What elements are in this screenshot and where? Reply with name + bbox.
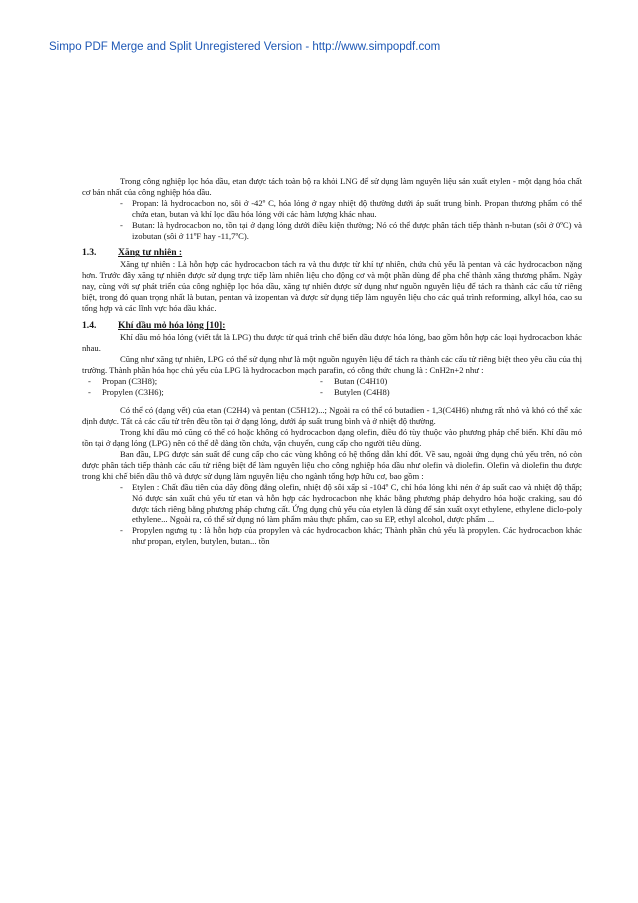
paragraph: Xăng tự nhiên : Là hỗn hợp các hydrocacbon tách ra và thu được từ khí tự nhiên, chứa chủ yếu là pentan và các hydrocacbon nặng hơn. Trước đây xăng tự nhiên được sử dụng trực tiếp làm nhiên liệu cho động cơ và một phần dùng để pha chế thành xăng thương phẩm. Ngày nay, cùng với sự phát triển của công nghiệp lọc hóa dầu, xăng tự nhiên được sử dụng như nguồn nguyên liệu để tách ra thành các cấu tử riêng biệt, trong đó quan trọng nhất là butan, pentan và izopentan và được sử dụng tiếp làm nguyên liệu cho các quá trình reforming, alkyl hóa, cao su tổng hợp và các lĩnh vực hóa dầu khác. [82, 259, 582, 314]
paragraph: Cũng như xăng tự nhiên, LPG có thể sử dụng như là một nguồn nguyên liệu để tách ra thành các cấu tử riêng biệt theo yêu cầu của thị trường. Thành phần hóa học chủ yếu của LPG là hydrocacbon mạch parafin, có công thức chung là : CnH2n+2 như : [82, 353, 582, 375]
section-heading [82, 320, 582, 332]
list-item: - Propan: là hydrocacbon no, sôi ở -42º C, hóa lỏng ở ngay nhiệt độ thường dưới áp suất trung bình. Propan thương phẩm có thể chứa etan, butan và khí lọc dầu hóa lỏng với các hàm lượng khác nhau. [120, 197, 582, 219]
section-heading [82, 247, 582, 259]
list-item-text: Propylen ngưng tụ : là hỗn hợp của propylen và các hydrocacbon khác; Thành phần chủ yếu là propylen. Các hydrocacbon khác như propan, etylen, butylen, butan... tồn [132, 525, 582, 547]
compound-label: Butylen (C4H8) [334, 386, 390, 397]
compound-label: Propan (C3H8); [102, 375, 158, 386]
section-number: 1.3. [82, 247, 97, 259]
paragraph: Có thể có (dạng vết) của etan (C2H4) và pentan (C5H12)...; Ngoài ra có thể có butadien - 1,3(C4H6) nhưng rất nhỏ và khó có thể xác định được. Tất cả các cấu tử trên đều tồn tại ở dạng lỏng, dưới áp suất trung bình và ở nhiệt độ thường. [82, 405, 582, 427]
list-item-text: Propan: là hydrocacbon no, sôi ở -42º C, hóa lỏng ở ngay nhiệt độ thường dưới áp suất trung bình. Propan thương phẩm có thể chứa etan, butan và khí lọc dầu hóa lỏng với các hàm lượng khác nhau. [132, 197, 582, 219]
section-title: Xăng tự nhiên : [118, 247, 183, 259]
paragraph: Trong công nghiệp lọc hóa dầu, etan được tách toàn bộ ra khỏi LNG để sử dụng làm nguyên liệu sản xuất etylen - một dạng hóa chất cơ bản nhất của công nghiệp hóa dầu. [82, 176, 582, 197]
section-number: 1.4. [82, 319, 97, 331]
document-body [82, 176, 582, 547]
compound-item: - Butylen (C4H8) [320, 386, 390, 397]
compound-label: Butan (C4H10) [334, 375, 388, 386]
compound-label: Propylen (C3H6); [102, 386, 164, 397]
watermark-text: Simpo PDF Merge and Split Unregistered Version - http://www.simpopdf.com [49, 41, 441, 53]
compound-item: - Butan (C4H10) [320, 375, 388, 386]
list-item-text: Etylen : Chất đầu tiên của dãy đồng đẳng olefin, nhiệt độ sôi xấp sỉ -104º C, chỉ hóa lỏng khi nén ở áp suất cao và nhiệt độ thấp; Nó được sản xuất chủ yếu từ etan và hỗn hợp các hydrocacbon nhẹ khác bằng phương pháp dehydro hóa hoặc craking, sau đó được tách riêng bằng phương pháp chưng cất. Ứng dụng chủ yếu của etylen là dùng để sản xuất oxyt ethylene, ethylene diclo-poly ethylene... Ngoài ra, có thể sử dụng nó làm phẩm màu thực phẩm, cao su EP, ethyl alcohol, dược phẩm ... [132, 481, 582, 525]
paragraph: Trong khí dầu mỏ cũng có thể có hoặc không có hydrocacbon dạng olefin, điều đó tùy thuộc vào phương pháp chế biến. Khí dầu mỏ tồn tại ở dạng lỏng (LPG) nên có thể dễ dàng tồn chứa, vận chuyển, cung cấp cho người tiêu dùng. [82, 427, 582, 449]
section-title: Khí dầu mỏ hóa lỏng [10]: [118, 319, 226, 331]
paragraph: Khí dầu mỏ hóa lỏng (viết tắt là LPG) thu được từ quá trình chế biến dầu được hóa lỏng, bao gồm hỗn hợp các loại hydrocacbon khác nhau. [82, 331, 582, 353]
compound-item: - Propan (C3H8); [88, 375, 158, 386]
list-item: - Etylen : Chất đầu tiên của dãy đồng đẳng olefin, nhiệt độ sôi xấp sỉ -104º C, chỉ hóa lỏng khi nén ở áp suất cao và nhiệt độ thấp; Nó được sản xuất chủ yếu từ etan và hỗn hợp các hydrocacbon nhẹ khác bằng phương pháp dehydro hóa hoặc craking, sau đó được tách riêng bằng phương pháp chưng cất. Ứng dụng chủ yếu của etylen là dùng để sản xuất oxyt ethylene, ethylene diclo-poly ethylene... Ngoài ra, có thể sử dụng nó làm phẩm màu thực phẩm, cao su EP, ethyl alcohol, dược phẩm ... [120, 481, 582, 525]
compound-item: - Propylen (C3H6); [88, 386, 164, 397]
list-item: - Propylen ngưng tụ : là hỗn hợp của propylen và các hydrocacbon khác; Thành phần chủ yếu là propylen. Các hydrocacbon khác như propan, etylen, butylen, butan... tồn [120, 525, 582, 547]
list-item: - Butan: là hydrocacbon no, tồn tại ở dạng lỏng dưới điều kiện thường; Nó có thể được phân tách tiếp thành n-butan (sôi ở 0ºC) và izobutan (sôi ở 11ºF hay -11,7ºC). [120, 219, 582, 241]
paragraph: Ban đầu, LPG được sản suất để cung cấp cho các vùng không có hệ thống dẫn khí đốt. Về sau, ngoài ứng dụng chủ yếu trên, nó còn được phân tách tiếp thành các cấu tử riêng biệt để làm nguyên liệu cho công nghiệp hóa dầu như olefin và diolefin. Olefin và diolefin thu được trong khi chế biến dầu thô và được sử dụng làm nguyên liệu cho ngành tổng hợp hữu cơ, bao gồm : [82, 449, 582, 481]
compound-list [82, 376, 582, 398]
list-item-text: Butan: là hydrocacbon no, tồn tại ở dạng lỏng dưới điều kiện thường; Nó có thể được phân tách tiếp thành n-butan (sôi ở 0ºC) và izobutan (sôi ở 11ºF hay -11,7ºC). [132, 219, 582, 241]
